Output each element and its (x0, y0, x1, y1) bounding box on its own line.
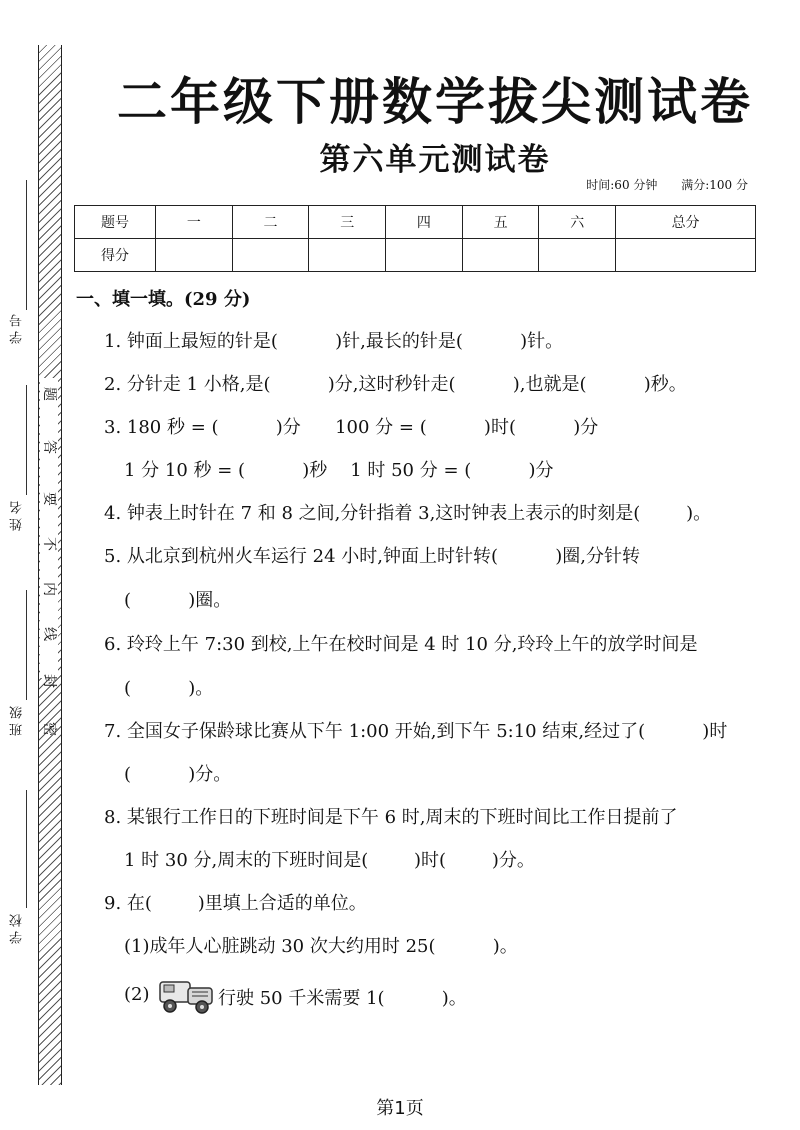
seal-char: 不 (41, 537, 57, 551)
student-id-field[interactable]: 学号 (4, 180, 34, 360)
exam-meta (566, 176, 748, 193)
seal-char: 题 (41, 387, 57, 401)
binding-margin (0, 0, 70, 1090)
seal-char: 封 (41, 674, 57, 688)
seal-char: 线 (41, 627, 57, 641)
table-cell: 六 (539, 206, 616, 239)
seal-char: 要 (41, 492, 57, 506)
name-field[interactable]: 姓名 (4, 385, 34, 555)
table-row (75, 239, 756, 272)
score-table (74, 205, 756, 272)
full-score: 满分:100 分 (681, 178, 748, 192)
question-line: 1 时 30 分,周末的下班时间是( )时( )分。 (124, 850, 535, 871)
table-cell: 得分 (75, 239, 156, 272)
table-cell: 五 (462, 206, 539, 239)
question-line: (1)成年人心脏跳动 30 次大约用时 25( )。 (124, 936, 518, 957)
question-line: 4. 钟表上时针在 7 和 8 之间,分针指着 3,这时钟表上表示的时刻是( )。 (104, 503, 712, 524)
page-title: 二年级下册数学拔尖测试卷 (117, 73, 753, 131)
question-line: 9. 在( )里填上合适的单位。 (104, 893, 367, 914)
question-line: 6. 玲玲上午 7:30 到校,上午在校时间是 4 时 10 分,玲玲上午的放学时间是 (104, 634, 698, 655)
question-line: (2) (124, 984, 150, 1005)
seal-char: 内 (41, 582, 57, 596)
score-input-cell[interactable] (462, 239, 539, 272)
score-input-cell[interactable] (309, 239, 386, 272)
question-line: ( )。 (124, 678, 214, 699)
table-cell: 总分 (616, 206, 756, 239)
school-field[interactable]: 学校 (4, 790, 34, 960)
score-input-cell[interactable] (156, 239, 233, 272)
table-cell: 四 (386, 206, 463, 239)
table-row (75, 206, 756, 239)
page-number: 第1页 (376, 1098, 424, 1119)
score-input-cell[interactable] (616, 239, 756, 272)
table-cell: 二 (232, 206, 309, 239)
score-input-cell[interactable] (232, 239, 309, 272)
table-cell: 三 (309, 206, 386, 239)
seal-char: 答 (41, 440, 57, 454)
table-cell: 题号 (75, 206, 156, 239)
question-line: 7. 全国女子保龄球比赛从下午 1:00 开始,到下午 5:10 结束,经过了( )时 (104, 721, 728, 742)
section-heading: 一、填一填。(29 分) (76, 289, 251, 310)
question-line: ( )圈。 (124, 590, 232, 611)
question-line: 8. 某银行工作日的下班时间是下午 6 时,周末的下班时间比工作日提前了 (104, 807, 678, 828)
score-input-cell[interactable] (539, 239, 616, 272)
question-line: ( )分。 (124, 764, 232, 785)
question-line: 3. 180 秒 = ( )分 100 分 = ( )时( )分 (104, 417, 599, 438)
table-cell: 一 (156, 206, 233, 239)
question-line: 行驶 50 千米需要 1( )。 (218, 988, 467, 1009)
truck-icon (158, 974, 216, 1016)
question-line: 1. 钟面上最短的针是( )针,最长的针是( )针。 (104, 331, 564, 352)
score-input-cell[interactable] (386, 239, 463, 272)
time-limit: 时间:60 分钟 (586, 178, 658, 192)
seal-char: 密 (41, 722, 57, 736)
page-subtitle: 第六单元测试卷 (319, 142, 551, 178)
question-line: 5. 从北京到杭州火车运行 24 小时,钟面上时针转( )圈,分针转 (104, 546, 640, 567)
question-line: 1 分 10 秒 = ( )秒 1 时 50 分 = ( )分 (124, 460, 554, 481)
class-field[interactable]: 班级 (4, 590, 34, 760)
question-line: 2. 分针走 1 小格,是( )分,这时秒针走( ),也就是( )秒。 (104, 374, 687, 395)
